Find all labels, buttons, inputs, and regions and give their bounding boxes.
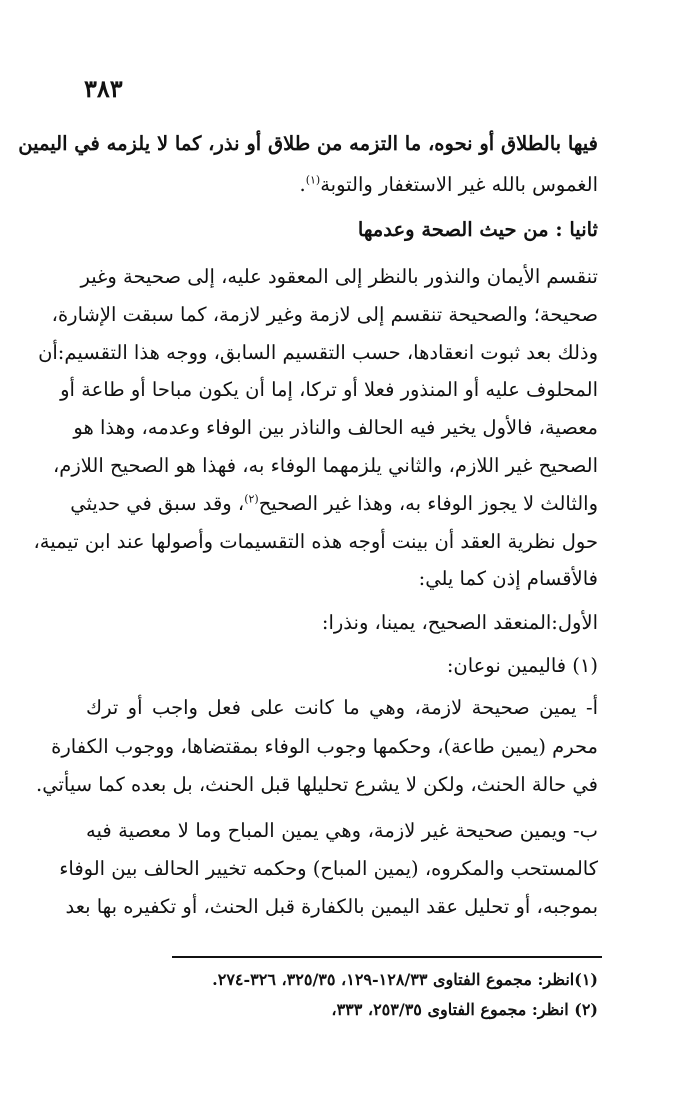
line-text: فالأقسام إذن كما يلي: [418,567,598,590]
line-text: والثالث لا يجوز الوفاء به، وهذا غير الصحيح [258,492,598,515]
line-text: الغموس بالله غير الاستغفار والتوبة [320,173,598,196]
text-line [59,851,598,887]
line-text: ب- ويمين صحيحة غير لازمة، وهي يمين المباح وما لا معصية فيه [86,819,598,842]
footnote-2: (٢) انظر: مجموع الفتاوى ٢٥٣/٣٥، ٣٣٣، [331,1000,598,1019]
line-text: الأول:المنعقد الصحيح، يمينا، ونذرا: [321,611,598,634]
text-line [36,767,598,803]
text-line [73,410,598,446]
text-line [86,605,598,641]
text-line [33,524,598,560]
line-text: محرم (يمين طاعة)، وحكمها وجوب الوفاء بمقتضاها، ووجوب الكفارة [51,735,598,758]
line-text-tail: . [299,173,306,196]
line-text: أ- يمين صحيحة لازمة، وهي ما كانت على فعل واجب أو ترك [86,696,598,719]
text-line [86,648,598,684]
text-line [86,813,598,849]
footnote-1: (١)انظر: مجموع الفتاوى ١٢٨/٣٣-١٢٩، ٣٢٥/٣٥، ٣٢٦-٢٧٤. [212,970,598,989]
line-text: تنقسم الأيمان والنذور بالنظر إلى المعقود عليه، إلى صحيحة وغير [80,265,598,288]
page-number: ٣٨٣ [84,74,123,103]
text-line [70,486,598,522]
footnote-divider [172,956,602,958]
line-text: فيها بالطلاق أو نحوه، ما التزمه من طلاق أو نذر، كما لا يلزمه في اليمين [18,132,598,155]
text-line [60,372,598,408]
line-text: كالمستحب والمكروه، (يمين المباح) وحكمه تخيير الحالف بين الوفاء [59,857,598,880]
text-line [86,690,598,726]
line-text: صحيحة؛ والصحيحة تنقسم إلى لازمة وغير لازمة، كما سبقت الإشارة، [51,303,598,326]
text-line [65,889,598,925]
line-text: المحلوف عليه أو المنذور فعلا أو تركا، إما أن يكون مباحا أو طاعة أو [60,378,598,401]
text-line [86,167,598,203]
line-text: ثانيا : من حيث الصحة وعدمها [357,218,598,241]
line-text: معصية، فالأول يخير فيه الحالف والناذر بين الوفاء وعدمه، وهذا هو [73,416,598,439]
line-text: حول نظرية العقد أن بينت أوجه هذه التقسيمات وأصولها عند ابن تيمية، [33,530,598,553]
text-line [51,729,598,765]
text-line [53,448,598,484]
line-text: في حالة الحنث، ولكن لا يشرع تحليلها قبل الحنث، بل بعده كما سيأتي. [36,773,598,796]
line-text: الصحيح غير اللازم، والثاني يلزمهما الوفاء به، فهذا هو الصحيح اللازم، [53,454,598,477]
footnote-marker: (١) [305,173,321,187]
text-line [51,297,598,333]
text-line [18,126,598,162]
text-line [86,212,598,248]
footnote-marker: (٢) [244,492,259,506]
line-text: بموجبه، أو تحليل عقد اليمين بالكفارة قبل الحنث، أو تكفيره بها بعد [65,895,598,918]
line-text-tail: ، وقد سبق في حديثي [70,492,245,515]
text-line [86,561,598,597]
text-line [38,335,598,371]
text-line [80,259,598,295]
line-text: وذلك بعد ثبوت انعقادها، حسب التقسيم السابق، ووجه هذا التقسيم:أن [38,341,598,364]
line-text: (١) فاليمين نوعان: [446,654,598,677]
